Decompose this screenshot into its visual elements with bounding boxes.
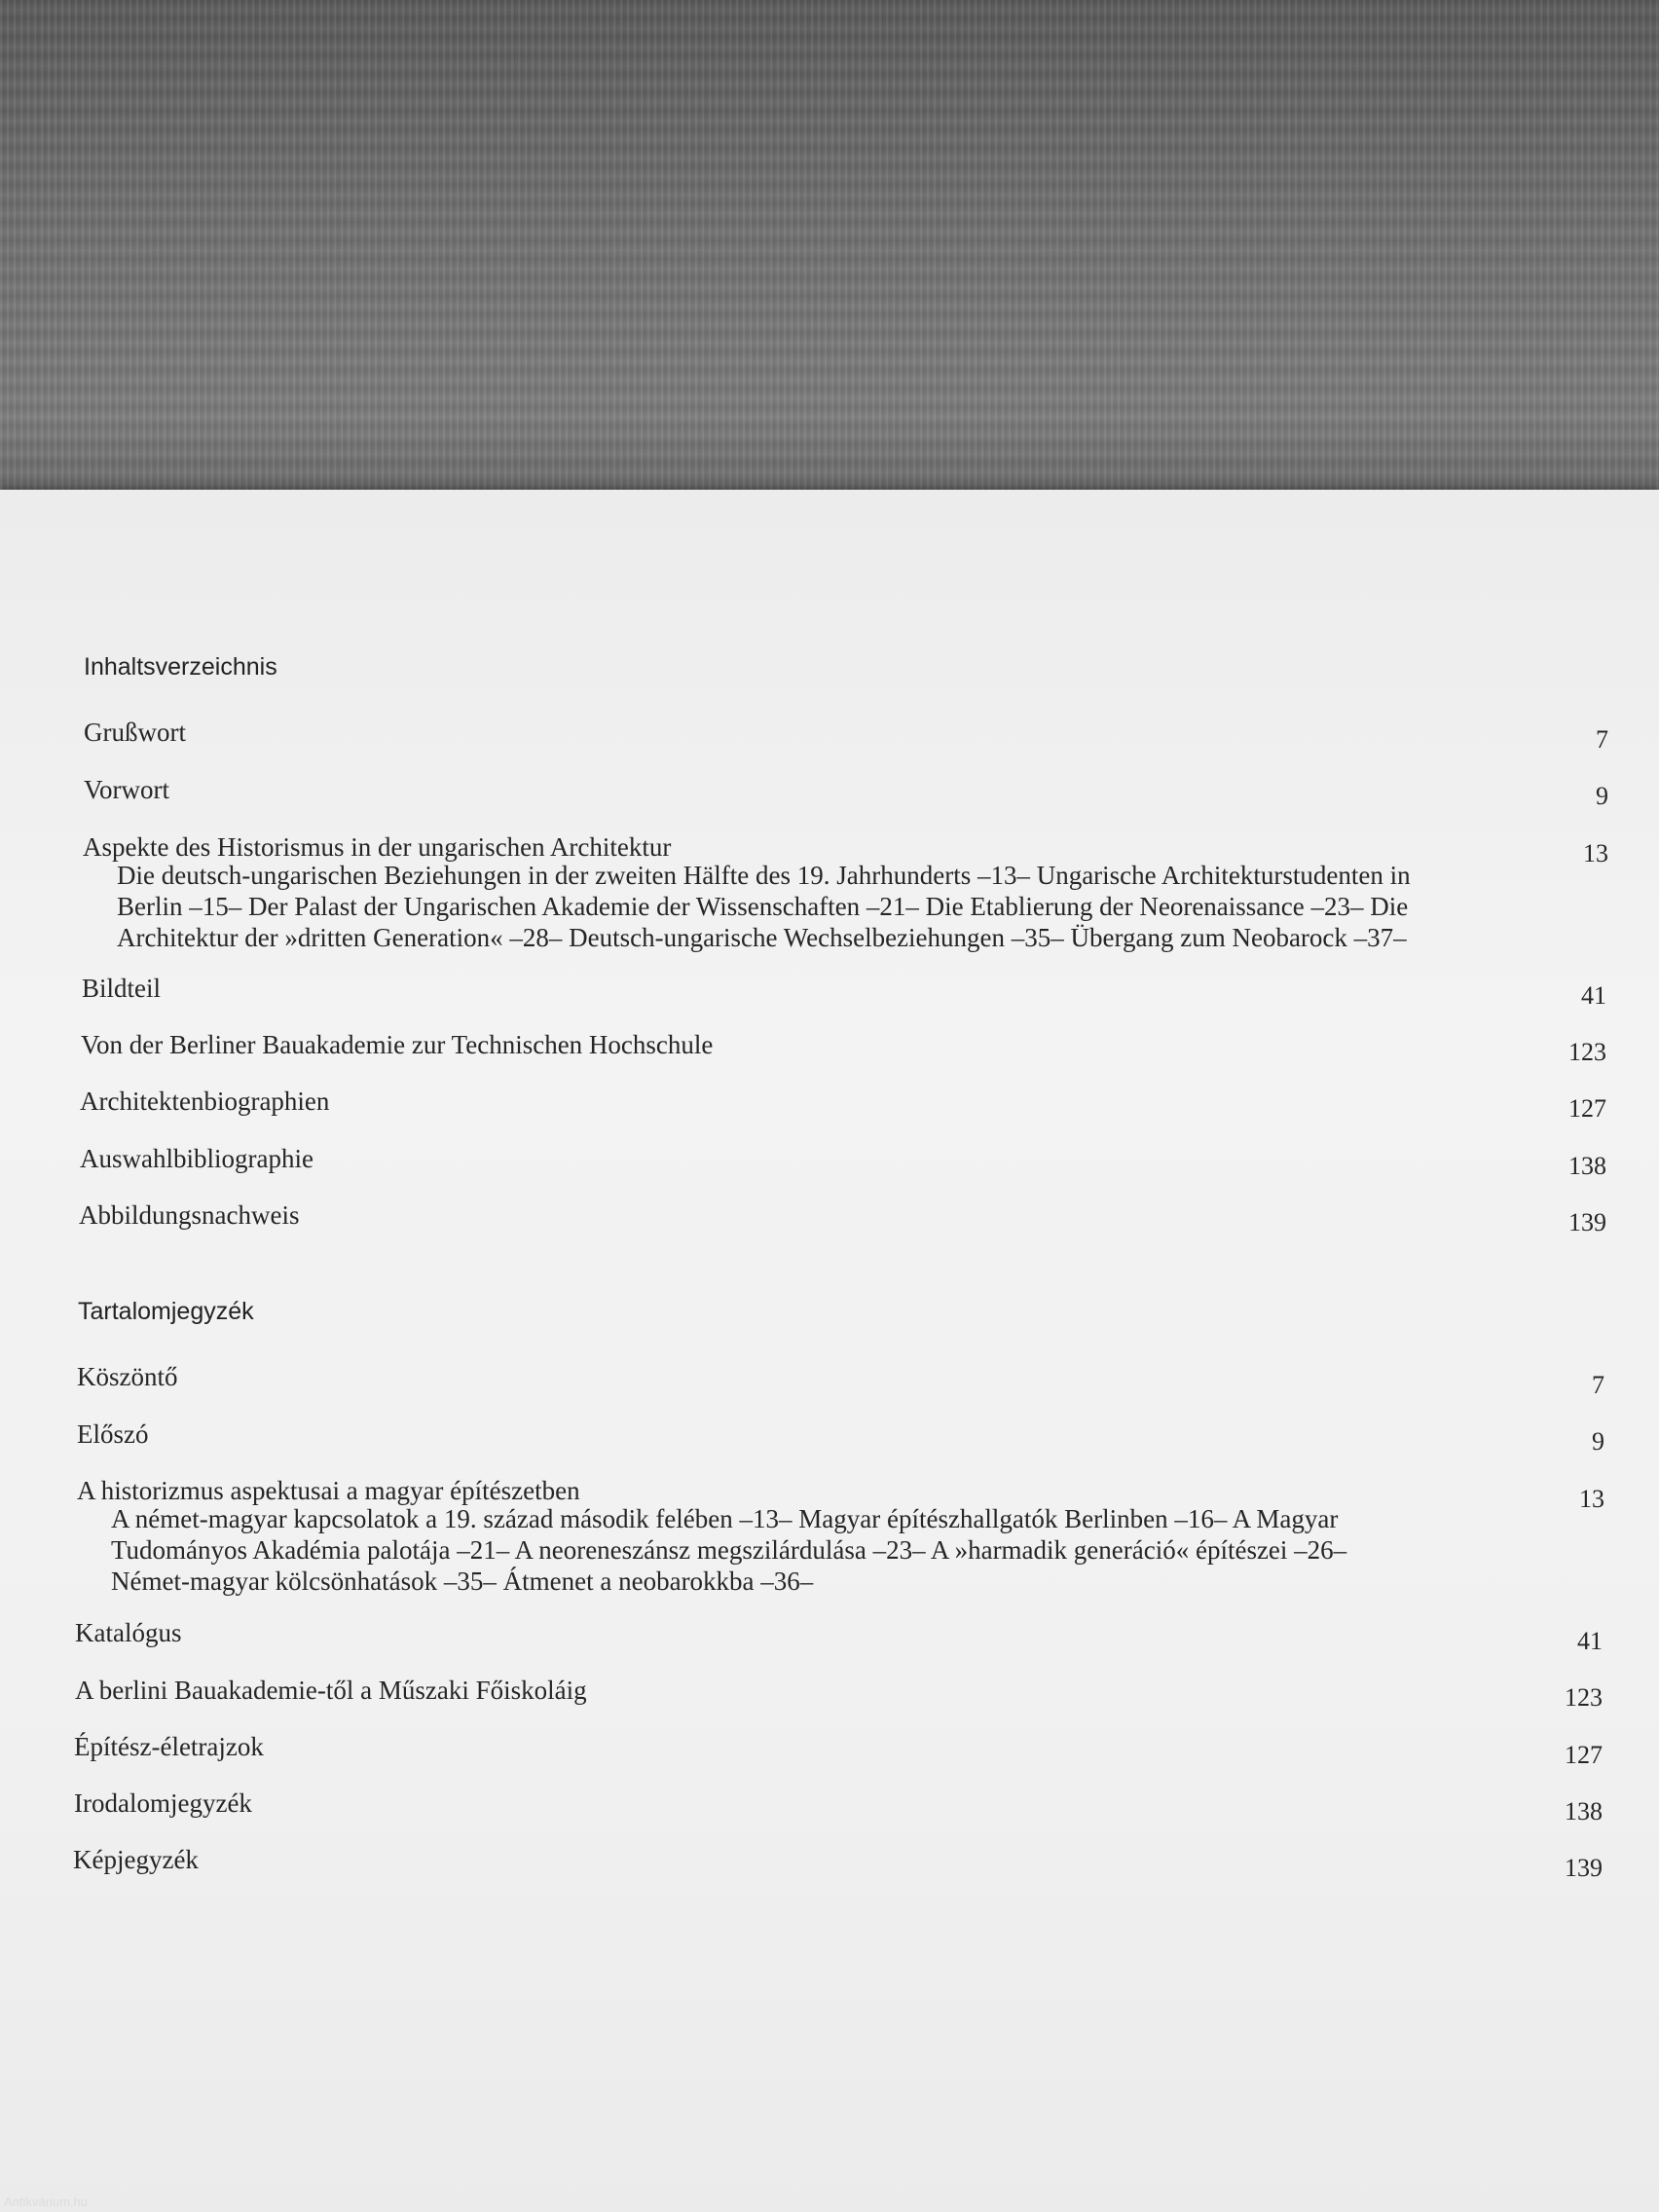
toc-entry-page: 123 — [1568, 1038, 1606, 1066]
toc-entry-page: 9 — [1592, 1427, 1604, 1456]
toc-entry-title: Irodalomjegyzék — [74, 1788, 252, 1818]
toc-entry-title: A berlini Bauakademie-től a Műszaki Főiskoláig — [75, 1676, 587, 1705]
toc-entry-page: 138 — [1565, 1797, 1603, 1825]
toc-entry-page: 13 — [1579, 1485, 1604, 1513]
toc-entry-page: 41 — [1581, 981, 1606, 1010]
toc-entry-page: 139 — [1568, 1208, 1606, 1236]
toc-entry-title: Bildteil — [82, 974, 161, 1003]
toc-heading-hu: Tartalomjegyzék — [78, 1298, 254, 1325]
toc-entry-page: 127 — [1568, 1094, 1606, 1123]
toc-entry-title: Abbildungsnachweis — [79, 1200, 300, 1230]
toc-entry-page: 139 — [1565, 1854, 1603, 1882]
toc-entry-page: 7 — [1596, 725, 1608, 754]
toc-subentry-line: Berlin –15– Der Palast der Ungarischen Akademie der Wissenschaften –21– Die Etablierung der Neorenaissance –23– Die — [117, 892, 1409, 921]
toc-entry-title: Auswahlbibliographie — [80, 1144, 313, 1173]
toc-entry-page: 7 — [1592, 1371, 1604, 1399]
toc-entry-page: 138 — [1568, 1152, 1606, 1180]
toc-entry-title: Von der Berliner Bauakademie zur Technischen Hochschule — [81, 1030, 714, 1059]
book-page — [0, 490, 1659, 2212]
toc-subentry-line: Architektur der »dritten Generation« –28– Deutsch-ungarische Wechselbeziehungen –35– Übergang zum Neobarock –37– — [117, 923, 1407, 952]
toc-subentry-line: Német-magyar kölcsönhatások –35– Átmenet a neobarokkba –36– — [111, 1567, 814, 1596]
toc-entry-title: A historizmus aspektusai a magyar építészetben — [77, 1476, 580, 1505]
toc-entry-title: Köszöntő — [77, 1362, 178, 1391]
background-surface — [0, 0, 1659, 492]
toc-entry-title: Képjegyzék — [73, 1845, 199, 1874]
toc-entry-title: Építész-életrajzok — [74, 1732, 264, 1761]
toc-subentry-line: A német-magyar kapcsolatok a 19. század második felében –13– Magyar építészhallgatók Berlinben –16– A Magyar — [111, 1504, 1339, 1533]
toc-entry-title: Aspekte des Historismus in der ungarischen Architektur — [83, 832, 672, 862]
toc-entry-page: 41 — [1577, 1627, 1603, 1655]
toc-entry-page: 9 — [1596, 782, 1608, 810]
toc-subentry-line: Tudományos Akadémia palotája –21– A neoreneszánsz megszilárdulása –23– A »harmadik generáció« építészei –26– — [111, 1535, 1347, 1565]
toc-entry-page: 127 — [1565, 1741, 1603, 1769]
toc-entry-page: 123 — [1565, 1683, 1603, 1712]
toc-entry-title: Katalógus — [75, 1618, 182, 1647]
toc-heading-de: Inhaltsverzeichnis — [84, 653, 277, 681]
watermark: Antikvárium.hu — [4, 2194, 88, 2209]
toc-entry-title: Vorwort — [84, 775, 170, 804]
toc-subentry-line: Die deutsch-ungarischen Beziehungen in der zweiten Hälfte des 19. Jahrhunderts –13– Ungarische Architekturstudenten in — [117, 861, 1411, 890]
toc-entry-page: 13 — [1583, 839, 1608, 867]
toc-entry-title: Előszó — [77, 1419, 149, 1449]
toc-entry-title: Grußwort — [84, 718, 186, 747]
toc-entry-title: Architektenbiographien — [80, 1087, 330, 1116]
